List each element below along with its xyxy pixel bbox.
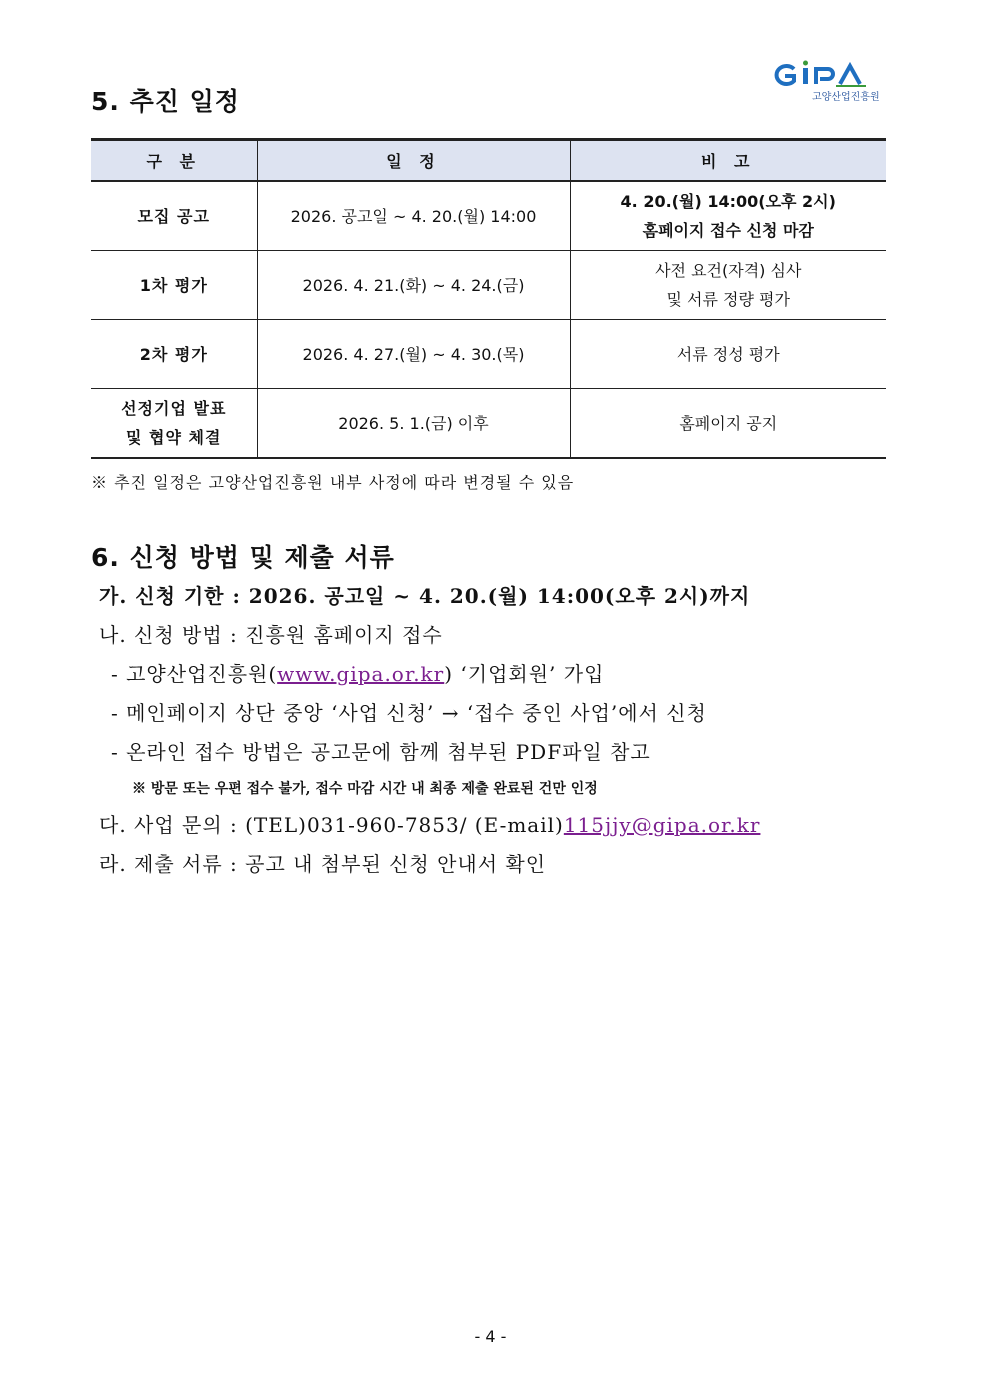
remarks-cell: 홈페이지 공지 bbox=[570, 389, 886, 459]
logo-subtitle: 고양산업진흥원 bbox=[812, 92, 880, 103]
gipa-logo-icon bbox=[770, 60, 895, 90]
inquiry-prefix: 다. 사업 문의 : (TEL)031-960-7853/ (E-mail) bbox=[99, 813, 564, 837]
gipa-logo bbox=[770, 60, 895, 106]
table-row bbox=[91, 181, 886, 251]
table-header-row bbox=[91, 140, 886, 182]
deadline-line: 가. 신청 기한 : 2026. 공고일 ~ 4. 20.(월) 14:00(오후 2시)까지 bbox=[99, 584, 751, 608]
section-5-title: 5. 추진 일정 bbox=[91, 87, 240, 116]
remarks-cell bbox=[570, 251, 886, 320]
schedule-cell: 2026. 4. 21.(화) ~ 4. 24.(금) bbox=[257, 251, 570, 320]
website-link[interactable]: www.gipa.or.kr bbox=[277, 662, 445, 686]
section-6-title: 6. 신청 방법 및 제출 서류 bbox=[91, 543, 395, 572]
table-row bbox=[91, 389, 886, 459]
schedule-cell: 2026. 4. 27.(월) ~ 4. 30.(목) bbox=[257, 320, 570, 389]
header-remarks: 비 고 bbox=[570, 140, 886, 182]
table-row bbox=[91, 251, 886, 320]
stage-cell bbox=[91, 389, 257, 459]
step-signup-suffix: ) ‘기업회원’ 가입 bbox=[444, 662, 605, 686]
table-row bbox=[91, 320, 886, 389]
submission-warning: ※ 방문 또는 우편 접수 불가, 접수 마감 시간 내 최종 제출 완료된 건만 인정 bbox=[132, 781, 598, 797]
documents-line: 라. 제출 서류 : 공고 내 첨부된 신청 안내서 확인 bbox=[99, 852, 547, 876]
remarks-line: 사전 요건(자격) 심사 bbox=[655, 261, 802, 280]
schedule-cell: 2026. 공고일 ~ 4. 20.(월) 14:00 bbox=[257, 181, 570, 251]
schedule-footnote: ※ 추진 일정은 고양산업진흥원 내부 사정에 따라 변경될 수 있음 bbox=[91, 473, 575, 492]
step-signup-prefix: - 고양산업진흥원( bbox=[111, 662, 278, 686]
method-line: 나. 신청 방법 : 진흥원 홈페이지 접수 bbox=[99, 623, 443, 647]
page-number: - 4 - bbox=[474, 1327, 507, 1346]
remarks-line: 4. 20.(월) 14:00(오후 2시) bbox=[620, 192, 836, 211]
step-guide: - 온라인 접수 방법은 공고문에 함께 첨부된 PDF파일 참고 bbox=[111, 740, 651, 764]
stage-line: 및 협약 체결 bbox=[126, 428, 222, 447]
step-signup bbox=[111, 658, 604, 687]
remarks-line: 및 서류 정량 평가 bbox=[666, 290, 790, 309]
remarks-cell: 서류 정성 평가 bbox=[570, 320, 886, 389]
step-apply: - 메인페이지 상단 중앙 ‘사업 신청’ → ‘접수 중인 사업’에서 신청 bbox=[111, 701, 707, 725]
inquiry-line bbox=[99, 809, 760, 838]
schedule-cell: 2026. 5. 1.(금) 이후 bbox=[257, 389, 570, 459]
stage-cell: 2차 평가 bbox=[91, 320, 257, 389]
header-category: 구 분 bbox=[91, 140, 257, 182]
stage-cell: 1차 평가 bbox=[91, 251, 257, 320]
header-schedule: 일 정 bbox=[257, 140, 570, 182]
remarks-cell bbox=[570, 181, 886, 251]
email-link[interactable]: 115jjy@gipa.or.kr bbox=[563, 813, 761, 837]
schedule-table bbox=[91, 138, 886, 459]
remarks-line: 홈페이지 접수 신청 마감 bbox=[642, 221, 814, 240]
stage-cell: 모집 공고 bbox=[91, 181, 257, 251]
stage-line: 선정기업 발표 bbox=[121, 399, 227, 418]
